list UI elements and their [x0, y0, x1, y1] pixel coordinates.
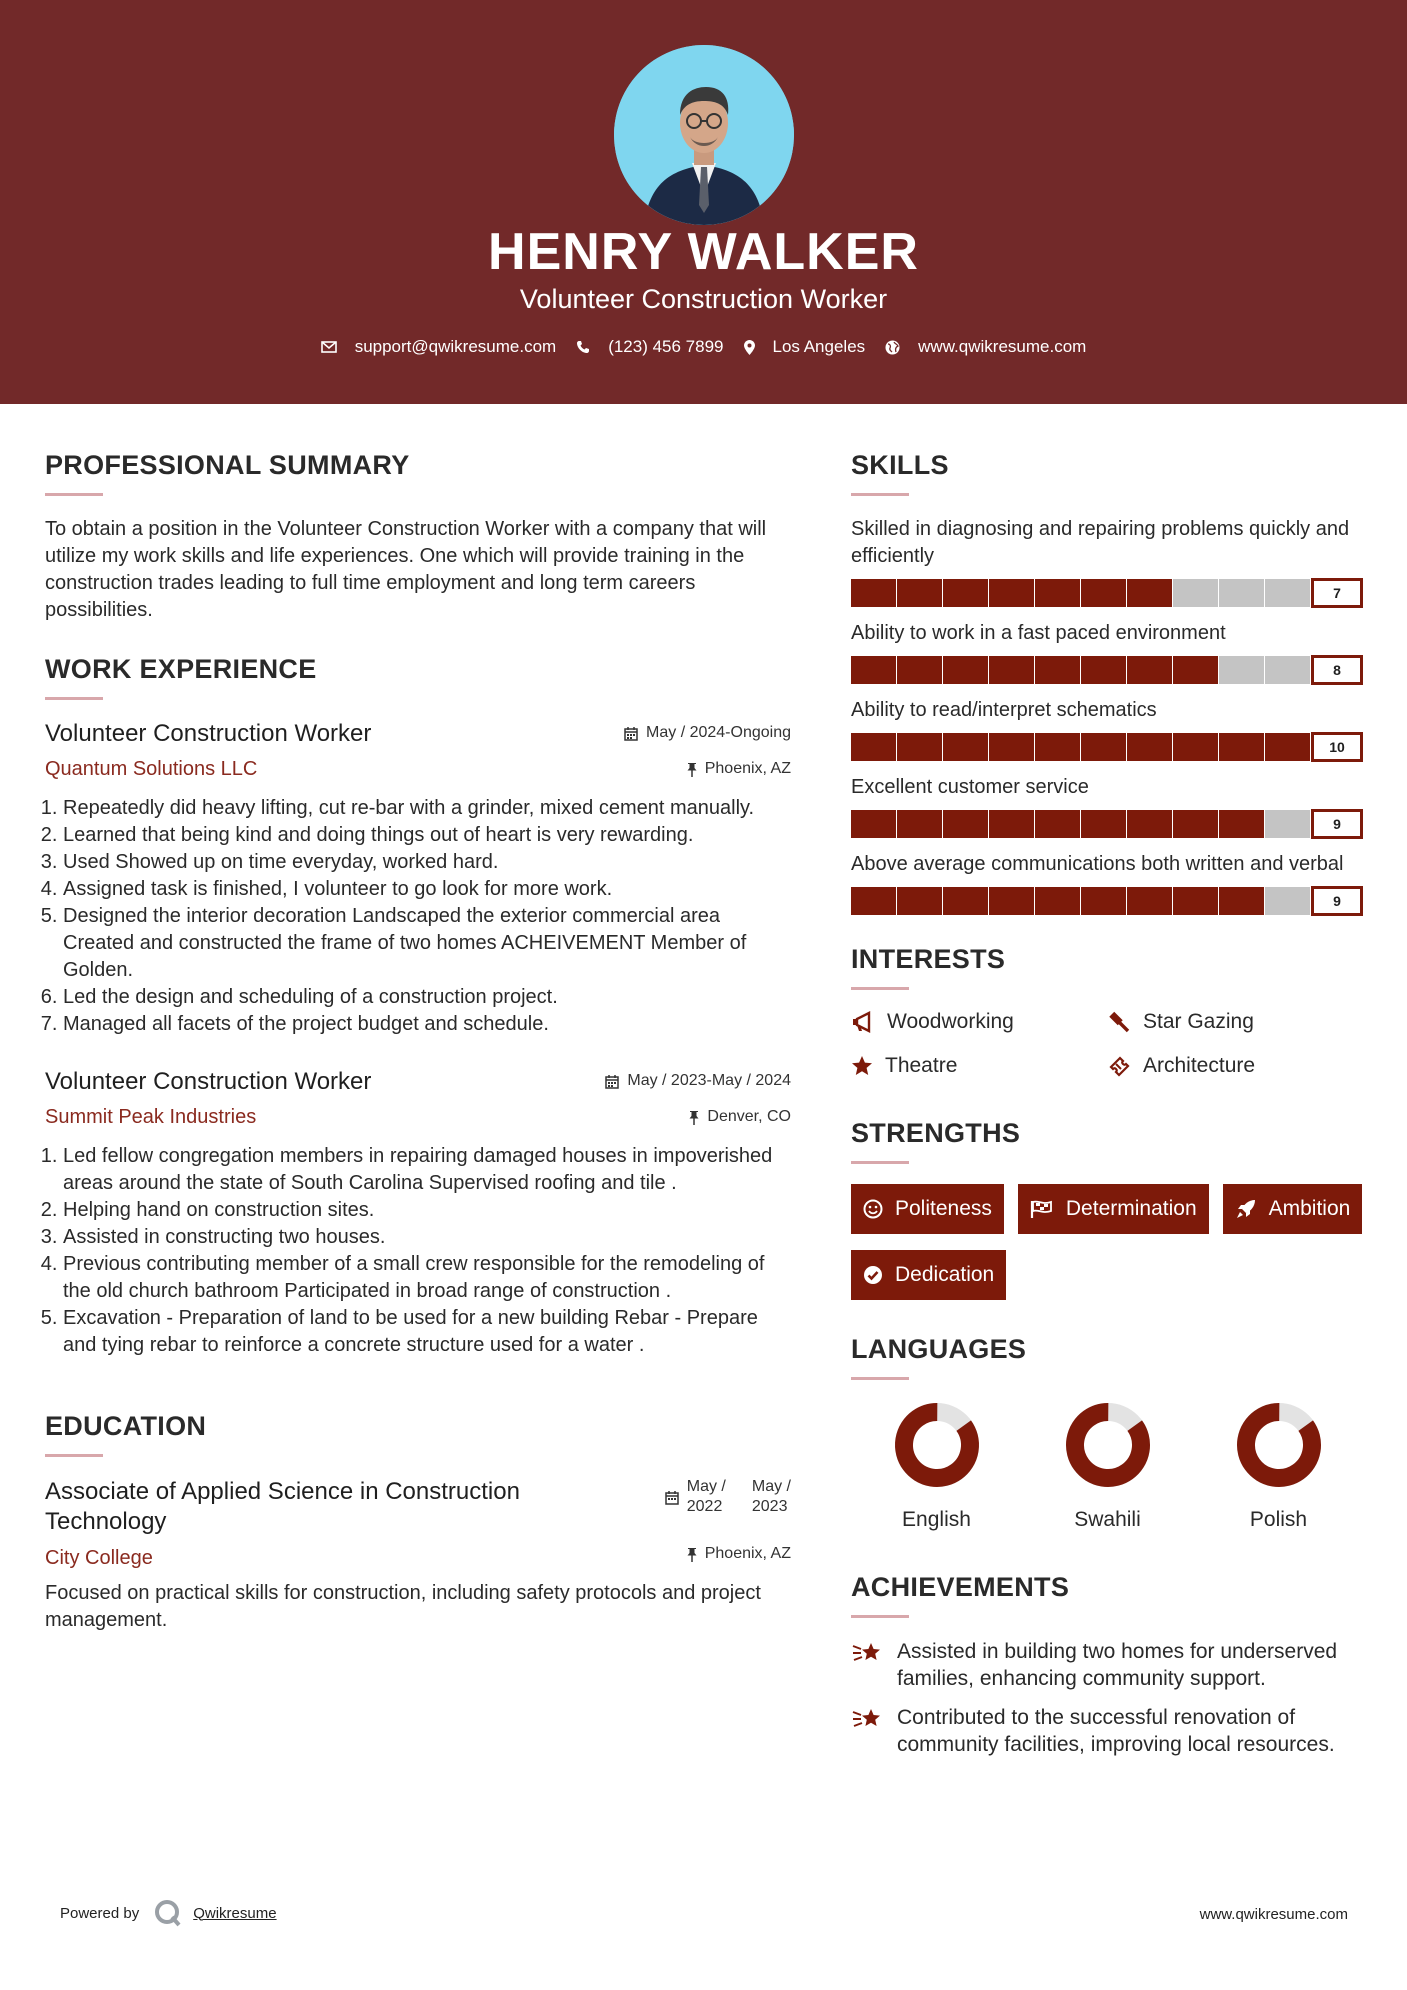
- globe-icon: [885, 340, 900, 355]
- list-item: 1. Repeatedly did heavy lifting, cut re-bar with a grinder, mixed cement manually.: [63, 795, 791, 822]
- skill-segment-empty: [1219, 656, 1264, 684]
- experience-heading: WORK EXPERIENCE: [45, 654, 317, 684]
- skill-segment-empty: [1173, 579, 1218, 607]
- skill-segment-filled: [1127, 887, 1172, 915]
- gavel-icon: [1107, 1011, 1131, 1033]
- strength-label: Determination: [1065, 1197, 1197, 1220]
- skill-segment-filled: [989, 887, 1034, 915]
- donut-fill: [892, 1400, 982, 1490]
- list-item: 4. Assigned task is finished, I volunteer to go look for more work.: [63, 876, 791, 903]
- list-item: 6. Led the design and scheduling of a construction project.: [63, 984, 791, 1011]
- languages-list: [851, 1400, 1366, 1532]
- skill-item: [851, 697, 1366, 762]
- skill-segment-filled: [1127, 733, 1172, 761]
- strength-label: Dedication: [895, 1263, 995, 1286]
- skill-segment-filled: [851, 656, 896, 684]
- skill-segment-filled: [1173, 656, 1218, 684]
- bullhorn-icon: [851, 1011, 875, 1033]
- profile-photo: [614, 45, 794, 225]
- candidate-title: Volunteer Construction Worker: [519, 284, 888, 314]
- shooting-star-icon: [851, 1706, 885, 1732]
- list-item: 2. Helping hand on construction sites.: [63, 1197, 791, 1224]
- skill-segment-filled: [1127, 579, 1172, 607]
- summary-section: [45, 450, 791, 624]
- skill-segment-filled: [943, 579, 988, 607]
- ticket-icon: [1107, 1055, 1131, 1077]
- achievement-text: Assisted in building two homes for underserved families, enhancing community support.: [897, 1640, 1338, 1690]
- interests-list: [851, 1010, 1366, 1078]
- education-location-text: Phoenix, AZ: [704, 1545, 791, 1562]
- interest-label: Architecture: [1143, 1054, 1256, 1077]
- skill-segment-filled: [851, 887, 896, 915]
- education-date: [665, 1477, 791, 1517]
- skill-bar: [851, 578, 1363, 608]
- skill-segment-filled: [989, 733, 1034, 761]
- skill-label: Skilled in diagnosing and repairing problems quickly and efficiently: [851, 518, 1350, 567]
- achievement-text: Contributed to the successful renovation of community facilities, improving local resources.: [897, 1706, 1335, 1756]
- skill-segment-filled: [1035, 656, 1080, 684]
- footer-website[interactable]: www.qwikresume.com: [1199, 1906, 1348, 1923]
- education-start-month: May /: [686, 1478, 726, 1495]
- contact-email-text: support@qwikresume.com: [354, 337, 557, 356]
- skill-segment-filled: [1173, 887, 1218, 915]
- language-item: [851, 1400, 1022, 1532]
- star-icon: [851, 1055, 873, 1077]
- skill-label: Excellent customer service: [851, 776, 1089, 798]
- skill-item: [851, 851, 1366, 916]
- strength-tag: [1223, 1184, 1363, 1234]
- job-date: [605, 1072, 791, 1090]
- candidate-name: HENRY WALKER: [488, 223, 919, 281]
- skill-segment-filled: [897, 656, 942, 684]
- job-location-text: Denver, CO: [707, 1108, 791, 1125]
- strengths-section: [851, 1118, 1366, 1300]
- skill-segment-filled: [1081, 810, 1126, 838]
- skill-segment-filled: [1173, 810, 1218, 838]
- job-company: Quantum Solutions LLC: [45, 758, 258, 780]
- achievement-item: [851, 1704, 1366, 1758]
- skill-segment-filled: [1127, 810, 1172, 838]
- strength-tag: [851, 1184, 1004, 1234]
- envelope-icon: [321, 341, 337, 353]
- job-title: Volunteer Construction Worker: [45, 720, 372, 747]
- skills-list: [851, 516, 1366, 916]
- check-circle-icon: [863, 1265, 883, 1285]
- job-company: Summit Peak Industries: [45, 1106, 257, 1128]
- skill-segment-filled: [1081, 887, 1126, 915]
- interests-heading: INTERESTS: [851, 944, 1006, 974]
- contact-website-text: www.qwikresume.com: [918, 337, 1087, 356]
- school-name: City College: [45, 1547, 153, 1569]
- skill-segment-filled: [851, 579, 896, 607]
- contact-website[interactable]: [885, 337, 1086, 357]
- skill-segment-filled: [943, 887, 988, 915]
- contact-phone-text: (123) 456 7899: [608, 337, 724, 356]
- interest-label: Star Gazing: [1143, 1010, 1254, 1033]
- education-end-month: May /: [751, 1478, 791, 1495]
- list-item: 2. Learned that being kind and doing things out of heart is very rewarding.: [63, 822, 791, 849]
- skill-segment-empty: [1265, 656, 1310, 684]
- qwikresume-logo-icon: [153, 1898, 183, 1928]
- education-description: Focused on practical skills for construction, including safety protocols and project management.: [45, 1582, 761, 1631]
- language-name: Swahili: [1074, 1508, 1141, 1531]
- experience-section: [45, 654, 791, 1359]
- language-item: [1022, 1400, 1193, 1532]
- strength-tag: [1018, 1184, 1209, 1234]
- languages-heading: LANGUAGES: [851, 1334, 1027, 1364]
- shooting-star-icon: [851, 1640, 885, 1666]
- skill-bar: [851, 732, 1363, 762]
- language-donut: [1234, 1400, 1324, 1490]
- education-start-year: 2022: [686, 1498, 723, 1515]
- skill-segment-filled: [897, 733, 942, 761]
- skill-label: Ability to read/interpret schematics: [851, 699, 1157, 721]
- education-entry: [45, 1477, 791, 1634]
- skill-segment-empty: [1265, 810, 1310, 838]
- strengths-heading: STRENGTHS: [851, 1118, 1021, 1148]
- left-column: [45, 450, 791, 1634]
- contact-location-text: Los Angeles: [772, 337, 866, 356]
- skill-segment-filled: [851, 733, 896, 761]
- section-divider: [851, 987, 909, 990]
- skill-segment-filled: [989, 810, 1034, 838]
- education-section: [45, 1411, 791, 1634]
- pushpin-icon: [687, 762, 697, 777]
- skill-segment-filled: [1081, 656, 1126, 684]
- donut-fill: [1234, 1400, 1324, 1490]
- interest-item: [1107, 1010, 1363, 1034]
- achievements-section: [851, 1572, 1366, 1758]
- list-item: 5. Designed the interior decoration Landscaped the exterior commercial area Created and constructed the frame of two homes ACHEIVEMENT Member of Golden.: [63, 903, 791, 984]
- list-item: 4. Previous contributing member of a small crew responsible for the remodeling of the old church bathroom Participated in broad range of construction .: [63, 1251, 791, 1305]
- job-entry: [45, 1068, 791, 1359]
- calendar-icon: [624, 726, 638, 741]
- calendar-icon: [665, 1490, 679, 1505]
- skill-segment-filled: [943, 656, 988, 684]
- skill-bar: [851, 809, 1363, 839]
- powered-by-text: Powered by: [60, 1904, 140, 1922]
- skill-segment-filled: [897, 887, 942, 915]
- skill-bar: [851, 886, 1363, 916]
- skills-heading: SKILLS: [851, 450, 949, 480]
- skill-item: [851, 774, 1366, 839]
- list-item: 3. Assisted in constructing two houses.: [63, 1224, 791, 1251]
- qwikresume-link[interactable]: Qwikresume: [193, 1904, 277, 1922]
- skill-segment-filled: [1173, 733, 1218, 761]
- language-name: Polish: [1249, 1508, 1308, 1531]
- skill-segment-filled: [897, 810, 942, 838]
- language-item: [1193, 1400, 1364, 1532]
- education-location: [687, 1545, 791, 1563]
- strength-label: Politeness: [895, 1197, 992, 1220]
- list-item: 7. Managed all facets of the project budget and schedule.: [63, 1011, 791, 1038]
- flag-checkered-icon: [1030, 1199, 1054, 1219]
- section-divider: [851, 493, 909, 496]
- pushpin-icon: [689, 1110, 699, 1125]
- job-location: [689, 1108, 791, 1126]
- job-responsibilities: [45, 795, 791, 1038]
- skill-segment-filled: [1035, 579, 1080, 607]
- job-title: Volunteer Construction Worker: [45, 1068, 372, 1095]
- pushpin-icon: [687, 1547, 697, 1562]
- education-start: [687, 1477, 726, 1517]
- skill-segment-filled: [1035, 810, 1080, 838]
- language-donut: [1063, 1400, 1153, 1490]
- job-entry: [45, 720, 791, 1038]
- skill-segment-filled: [897, 579, 942, 607]
- skill-item: [851, 516, 1366, 608]
- contact-phone[interactable]: [576, 337, 723, 357]
- list-item: 3. Used Showed up on time everyday, worked hard.: [63, 849, 791, 876]
- skill-segment-filled: [1219, 887, 1264, 915]
- list-item: 1. Led fellow congregation members in repairing damaged houses in impoverished areas around the state of South Carolina Supervised roofing and tile .: [63, 1143, 791, 1197]
- job-location: [687, 760, 791, 778]
- skill-segment-filled: [1035, 733, 1080, 761]
- donut-fill: [1063, 1400, 1153, 1490]
- skill-level: 8: [1311, 655, 1363, 685]
- summary-heading: PROFESSIONAL SUMMARY: [45, 450, 410, 480]
- section-divider: [851, 1377, 909, 1380]
- section-divider: [851, 1161, 909, 1164]
- person-portrait-icon: [614, 45, 794, 225]
- skill-level: 10: [1311, 732, 1363, 762]
- smile-icon: [863, 1199, 883, 1219]
- section-divider: [851, 1615, 909, 1618]
- achievement-item: [851, 1638, 1366, 1692]
- phone-icon: [576, 340, 590, 354]
- strengths-list: [851, 1184, 1366, 1300]
- skill-segment-filled: [943, 733, 988, 761]
- skill-level: 9: [1311, 809, 1363, 839]
- interest-item: [851, 1054, 1107, 1078]
- right-column: [851, 450, 1366, 1770]
- map-pin-icon: [744, 340, 755, 355]
- skills-section: [851, 450, 1366, 916]
- interest-label: Woodworking: [887, 1010, 1014, 1033]
- skill-label: Ability to work in a fast paced environment: [851, 622, 1226, 644]
- degree-title: Associate of Applied Science in Construction Technology: [45, 1478, 520, 1535]
- skill-bar: [851, 655, 1363, 685]
- skill-segment-filled: [1265, 733, 1310, 761]
- education-end-year: 2023: [751, 1498, 788, 1515]
- skill-segment-filled: [989, 579, 1034, 607]
- section-divider: [45, 1454, 103, 1457]
- interest-item: [851, 1010, 1107, 1034]
- job-date-text: May / 2024-Ongoing: [646, 724, 791, 741]
- job-date: [624, 724, 791, 742]
- job-date-text: May / 2023-May / 2024: [627, 1072, 791, 1089]
- interest-label: Theatre: [885, 1054, 958, 1077]
- job-responsibilities: [45, 1143, 791, 1359]
- skill-segment-filled: [1127, 656, 1172, 684]
- job-location-text: Phoenix, AZ: [704, 760, 791, 777]
- skill-level: 7: [1311, 578, 1363, 608]
- skill-segment-filled: [1219, 810, 1264, 838]
- skill-segment-empty: [1265, 579, 1310, 607]
- language-donut: [892, 1400, 982, 1490]
- summary-text: To obtain a position in the Volunteer Construction Worker with a company that will utilize my work skills and life experiences. One which will provide training in the construction trades leading to full time employment and long term careers possibilities.: [45, 518, 767, 621]
- header-banner: [0, 0, 1407, 404]
- contact-email[interactable]: [321, 337, 557, 357]
- list-item: 5. Excavation - Preparation of land to be used for a new building Rebar - Prepare and tying rebar to reinforce a concrete structure used for a water .: [63, 1305, 791, 1359]
- education-heading: EDUCATION: [45, 1411, 207, 1441]
- calendar-icon: [605, 1074, 619, 1089]
- interest-item: [1107, 1054, 1363, 1078]
- section-divider: [45, 697, 103, 700]
- footer-powered-by: [60, 1898, 277, 1928]
- skill-segment-filled: [943, 810, 988, 838]
- strength-label: Ambition: [1268, 1197, 1351, 1220]
- skill-item: [851, 620, 1366, 685]
- skill-segment-empty: [1265, 887, 1310, 915]
- skill-segment-filled: [1081, 733, 1126, 761]
- skill-segment-filled: [1035, 887, 1080, 915]
- achievements-heading: ACHIEVEMENTS: [851, 1572, 1070, 1602]
- contact-bar: [0, 337, 1407, 357]
- skill-level: 9: [1311, 886, 1363, 916]
- skill-segment-filled: [1219, 733, 1264, 761]
- skill-label: Above average communications both written and verbal: [851, 853, 1344, 875]
- skill-segment-filled: [851, 810, 896, 838]
- education-end: [752, 1477, 791, 1517]
- rocket-icon: [1235, 1198, 1257, 1220]
- skill-segment-filled: [989, 656, 1034, 684]
- section-divider: [45, 493, 103, 496]
- skill-segment-filled: [1081, 579, 1126, 607]
- strength-tag: [851, 1250, 1006, 1300]
- skill-segment-empty: [1219, 579, 1264, 607]
- interests-section: [851, 944, 1366, 1078]
- language-name: English: [902, 1508, 971, 1531]
- languages-section: [851, 1334, 1366, 1532]
- contact-location: [744, 337, 866, 357]
